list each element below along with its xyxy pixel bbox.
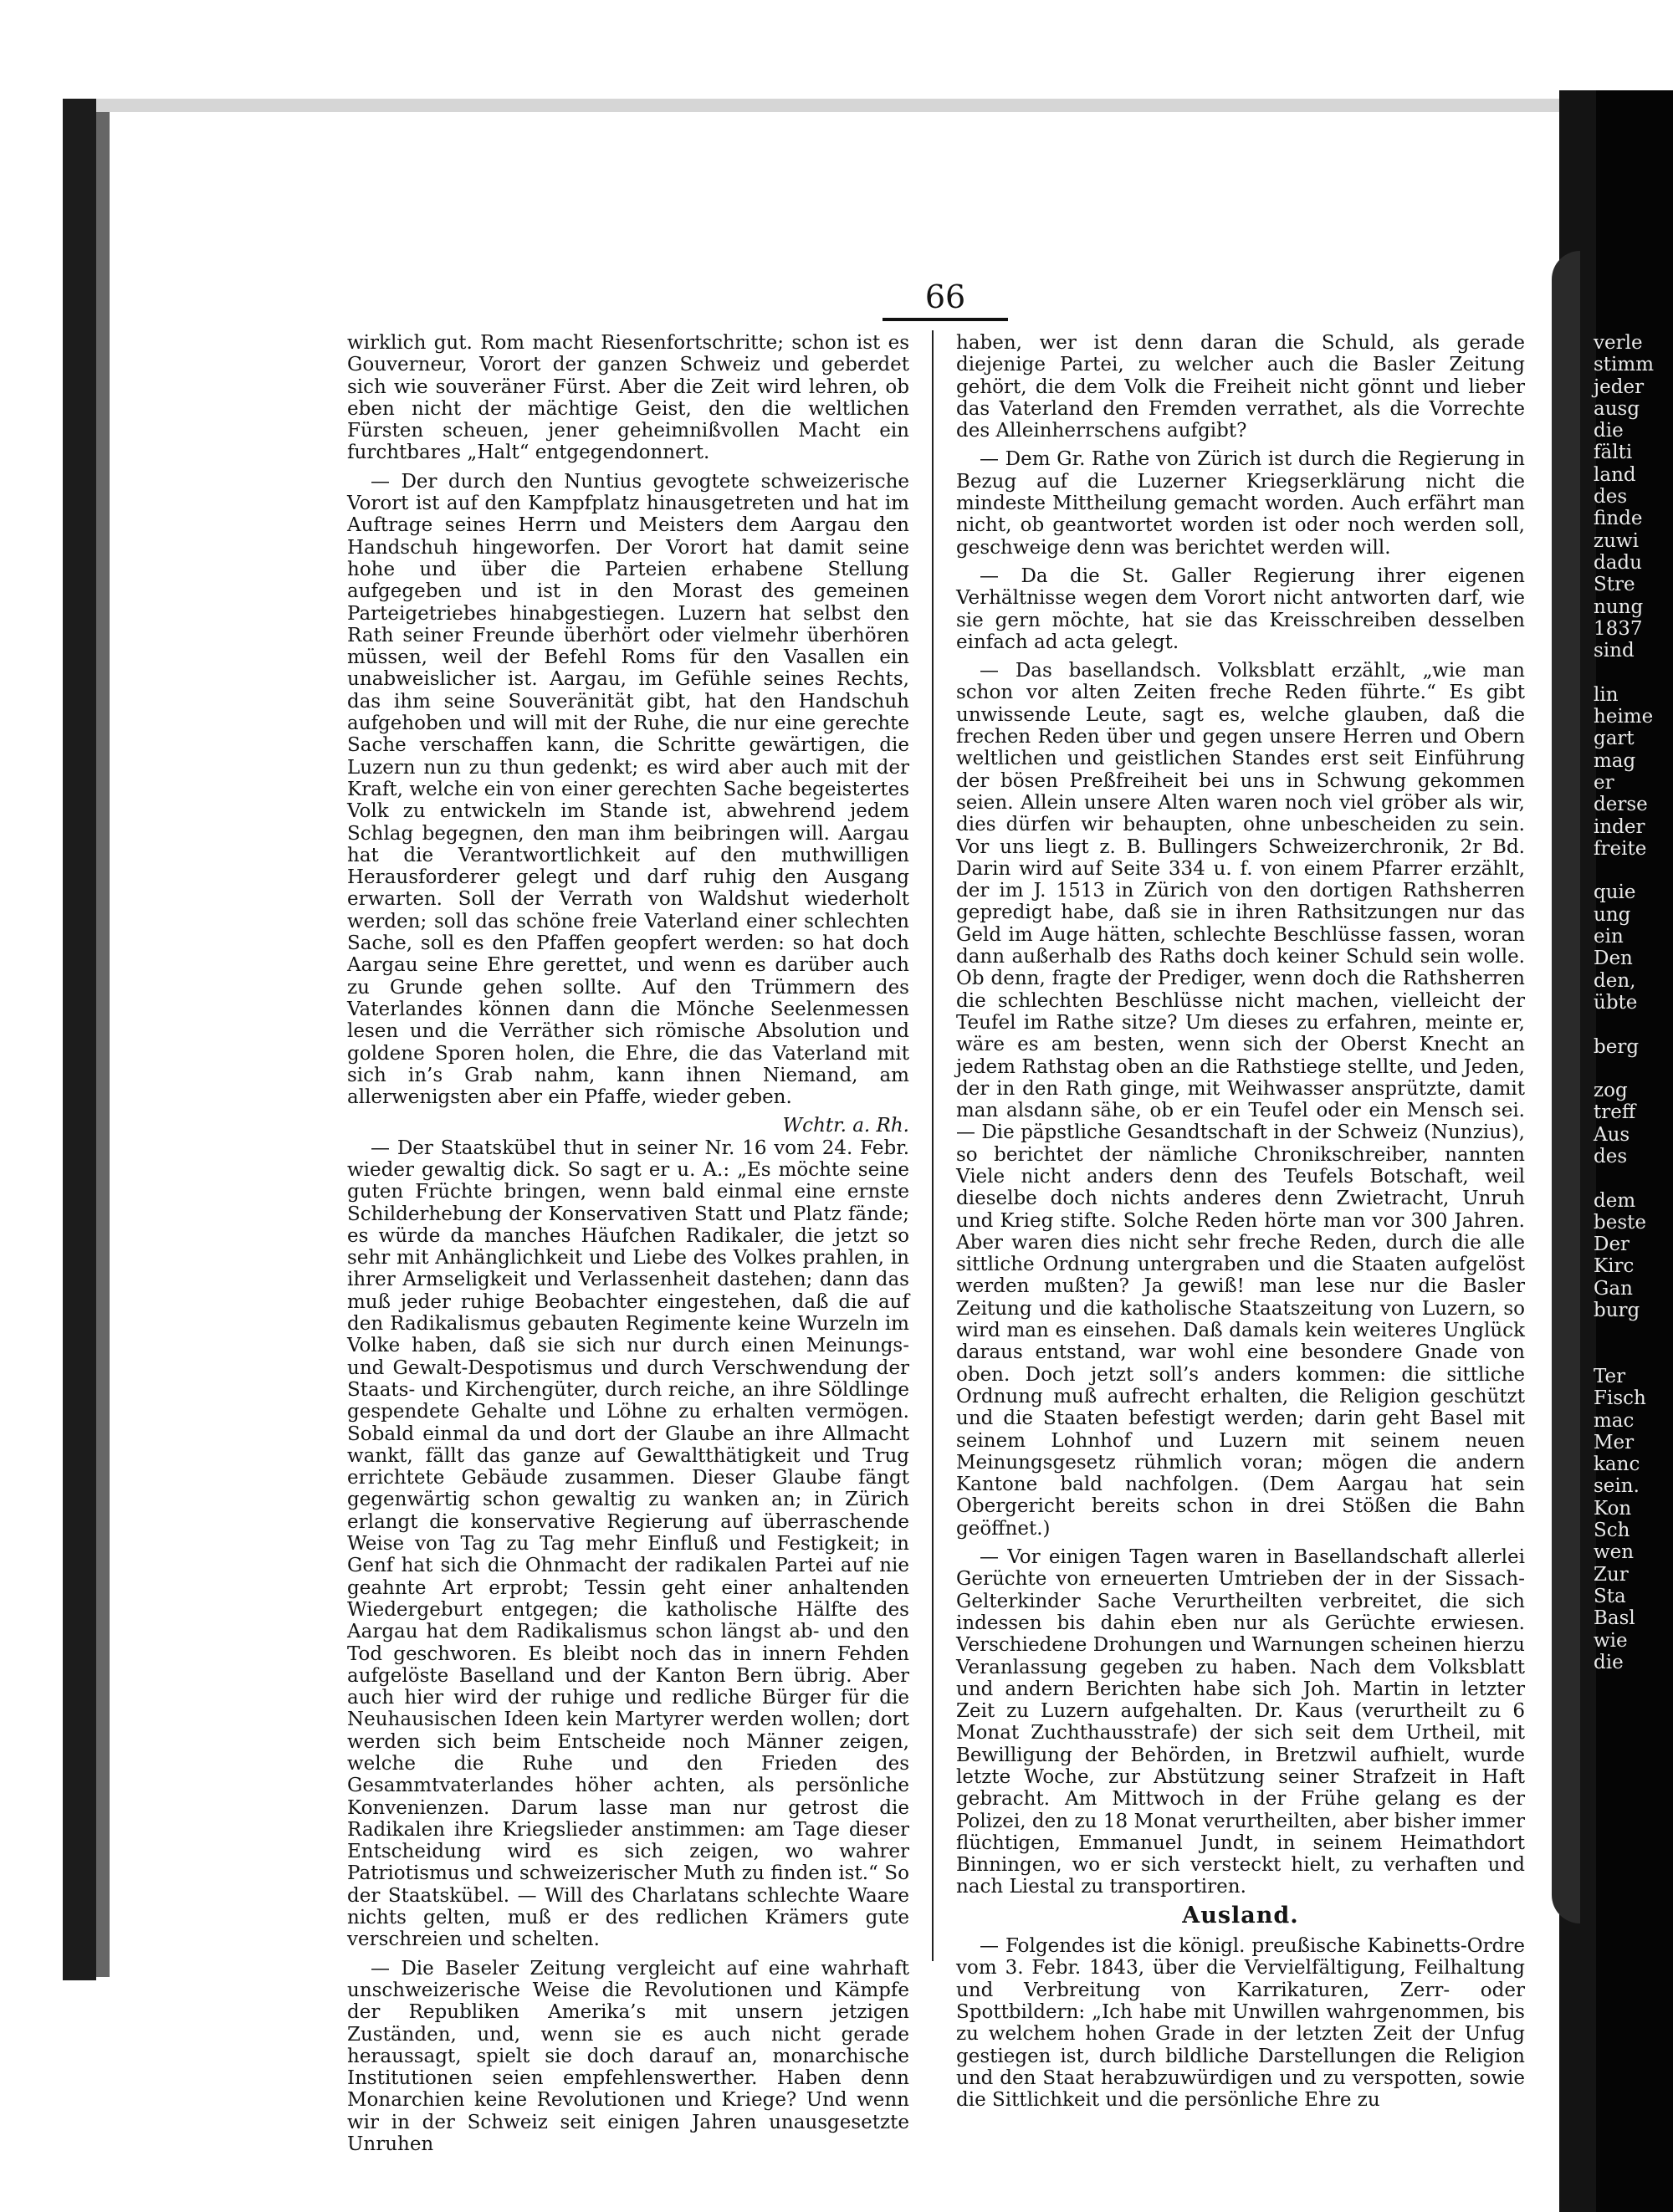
edge-fragment: Aus xyxy=(1594,1123,1630,1146)
edge-fragment: kanc xyxy=(1594,1453,1640,1476)
edge-fragment: verle xyxy=(1594,332,1643,354)
right-column xyxy=(956,332,1525,2112)
edge-fragment: ausg xyxy=(1594,397,1640,420)
edge-fragment: wen xyxy=(1594,1541,1635,1564)
edge-fragment: freite xyxy=(1594,837,1647,860)
scan-border-left xyxy=(63,99,96,1980)
edge-fragment: Den xyxy=(1594,948,1633,970)
edge-fragment: Zur xyxy=(1594,1563,1629,1586)
edge-fragment xyxy=(1594,1344,1652,1366)
edge-fragment: er xyxy=(1594,771,1614,794)
edge-fragment: 1837 xyxy=(1594,617,1643,640)
scan-shadow-left xyxy=(96,112,110,1977)
paragraph: — Folgendes ist die königl. preußische Kabinetts-Ordre vom 3. Febr. 1843, über die Vervielfältigung, Feilhaltung und Verbreitung von Karrikaturen, Zerr- oder Spottbildern: „Ich habe mit Unwillen wahrgenommen, bis zu welchem hohen Grade in der letzten Zeit der Unfug gestiegen ist, durch bildliche Darstellungen die Religion und den Staat herabzuwürdigen und zu verspotten, sowie die Sittlichkeit und die persönliche Ehre zu xyxy=(956,1935,1525,2112)
edge-fragment: die xyxy=(1594,1651,1624,1673)
byline: Wchtr. a. Rh. xyxy=(782,1115,909,1137)
paragraph: — Das basellandsch. Volksblatt erzählt, „wie man schon vor alten Zeiten freche Reden führte.“ Es gibt unwissende Leute, sagt es, welche glauben, daß die frechen Reden über und gegen unsere Herren und Obern weltlichen und geistlichen Standes erst seit Einführung der bösen Preßfreiheit bei uns in Schwung gekommen seien. Allein unsere Alten waren noch viel gröber als wir, dies dürfen wir behaupten, ohne unbescheiden zu sein. Vor uns liegt z. B. Bullingers Schweizerchronik, 2r Bd. Darin wird auf Seite 334 u. f. von einem Pfarrer erzählt, der im J. 1513 in Zürich von den dortigen Rathsherren gepredigt habe, daß sie in ihren Rathsitzungen nur das Geld im Auge hätten, schlechte Beschlüsse fassen, woran dann außerhalb des Raths doch keiner Schuld sein wolle. Ob denn, fragte der Prediger, wenn doch die Rathsherren die schlechten Beschlüsse nicht machen, vielleicht der Teufel im Rathe sitze? Um dieses zu erfahren, meinte er, wäre es am besten, wenn sich der Oberst Knecht an jedem Rathstag oben an die Rathstiege stellte, und Jeden, der in den Rath ginge, mit Weihwasser ansprützte, damit man alsdann sähe, ob er ein Teufel oder ein Mensch sei. — Die päpstliche Gesandtschaft in der Schweiz (Nunzius), so berichtet der nämliche Chronikschreiber, nannten Viele nicht anders denn des Teufels Botschaft, weil dieselbe doch nichts anderes denn Zwietracht, Unruh und Krieg stifte. Solche Reden hörte man vor 300 Jahren. Aber waren dies nicht sehr freche Reden, durch die alle sittliche Ordnung untergraben und die Staaten aufgelöst werden mußten? Ja gewiß! man lese nur die Basler Zeitung und die katholische Staatszeitung von Luzern, so wird man es einsehen. Daß damals kein weiteres Unglück daraus entstand, war wohl eine besondere Gnade von oben. Doch jetzt soll’s anders kommen: die sittliche Ordnung muß aufrecht erhalten, die Religion geschützt und die Staaten befestigt werden; darin geht Basel mit seinem Lohnhof und Luzern mit seinem neuen Meinungsgesetz rühmlich voran; mögen die andern Kantone bald nachfolgen. (Dem Aargau hat sein Obergericht bereits schon in drei Stößen die Bahn geöffnet.) xyxy=(956,660,1525,1540)
edge-fragment: die xyxy=(1594,420,1624,442)
edge-fragment: burg xyxy=(1594,1300,1640,1322)
paragraph: — Dem Gr. Rathe von Zürich ist durch die Regierung in Bezug auf die Luzerner Kriegserklärung nicht die mindeste Mittheilung gemacht worden. Auch erfährt man nicht, ob geantwortet worden ist oder noch werden soll, geschweige denn was berichtet werden will. xyxy=(956,448,1525,559)
edge-fragment: treff xyxy=(1594,1101,1636,1124)
edge-fragment: stimm xyxy=(1594,354,1655,376)
edge-fragment: fälti xyxy=(1594,442,1633,464)
edge-fragment: sein. xyxy=(1594,1475,1640,1498)
edge-fragment: Der xyxy=(1594,1234,1630,1256)
edge-fragment: land xyxy=(1594,463,1636,486)
section-heading: Ausland. xyxy=(1182,1902,1299,1928)
edge-fragment: Gan xyxy=(1594,1277,1633,1300)
edge-fragment: ung xyxy=(1594,903,1631,926)
edge-fragment: berg xyxy=(1594,1035,1640,1058)
edge-fragment: Kirc xyxy=(1594,1255,1635,1278)
left-column xyxy=(347,332,909,2156)
edge-fragment: inder xyxy=(1594,815,1645,838)
edge-fragment: derse xyxy=(1594,794,1648,816)
edge-fragment: den, xyxy=(1594,969,1636,992)
edge-fragment: Fisch xyxy=(1594,1387,1646,1410)
edge-fragment: jeder xyxy=(1594,375,1645,398)
edge-fragment: nung xyxy=(1594,595,1644,618)
column-divider xyxy=(932,330,934,1961)
paragraph: — Die Baseler Zeitung vergleicht auf eine wahrhaft unschweizerische Weise die Revolutionen und Kämpfe der Republiken Amerika’s mit unsern jetzigen Zuständen, und, wenn sie es auch nicht gerade heraussagt, spielt sie doch darauf an, monarchische Institutionen seien empfehlenswerther. Haben denn Monarchien keine Revolutionen und Kriege? Und wenn wir in der Schweiz seit einigen Jahren unausgesetzte Unruhen xyxy=(347,1957,909,2156)
edge-fragment: Ter xyxy=(1594,1365,1626,1387)
edge-fragment: Kon xyxy=(1594,1497,1632,1520)
facing-page-edge-text xyxy=(1594,332,1655,1988)
edge-fragment: Basl xyxy=(1594,1607,1635,1630)
edge-fragment: dem xyxy=(1594,1189,1636,1212)
edge-fragment xyxy=(1594,1014,1652,1035)
edge-fragment: des xyxy=(1594,1145,1628,1167)
header-rule xyxy=(883,318,1008,321)
edge-fragment xyxy=(1594,1058,1652,1080)
edge-fragment: gart xyxy=(1594,728,1635,750)
edge-fragment xyxy=(1594,1321,1652,1343)
edge-fragment: Sch xyxy=(1594,1520,1630,1542)
binding-shadow xyxy=(1552,251,1580,1923)
edge-fragment: wie xyxy=(1594,1629,1628,1652)
edge-fragment: zog xyxy=(1594,1080,1628,1102)
edge-fragment: lin xyxy=(1594,683,1619,706)
paragraph: — Der Staatskübel thut in seiner Nr. 16 vom 24. Febr. wieder gewaltig dick. So sagt er u. A.: „Es möchte seine guten Früchte bringen, wenn bald einmal eine ernste Schilderhebung der Konservativen Statt und Platz fände; es würde da manches Häufchen Radikaler, die jetzt so sehr mit Anhänglichkeit und Liebe des Volkes prahlen, in ihrer Armseligkeit und Verlassenheit dastehen; dann das muß jeder ruhige Beobachter eingestehen, daß die auf den Radikalismus gebauten Regimente keine Wurzeln im Volke haben, daß sie sich nur durch einen Meinungs- und Gewalt-Despotismus und durch Verschwendung der Staats- und Kirchengüter, durch reiche, an ihre Söldlinge gespendete Gehalte und Löhne zu erhalten vermögen. Sobald einmal da und dort der Glaube an ihre Allmacht wankt, fällt das ganze auf Gewaltthätigkeit und Trug errichtete Gebäude zusammen. Dieser Glaube fängt gegenwärtig schon gewaltig zu wanken an; in Zürich erlangt die konservative Regierung auf überraschende Weise von Tag zu Tag mehr Einfluß und Festigkeit; in Genf hat sich die Ohnmacht der radikalen Partei auf nie geahnte Art erprobt; Tessin geht einer anhaltenden Wiedergeburt entgegen; die katholische Hälfte des Aargau hat dem Radikalismus schon längst ab- und den Tod geschworen. Es bleibt noch das in innern Fehden aufgelöste Baselland und der Kanton Bern übrig. Aber auch hier wird der ruhige und redliche Bürger für die Neuhausischen Ideen kein Martyrer werden wollen; dort werden sich beim Entscheide noch Männer zeigen, welche die Ruhe und den Frieden des Gesammtvaterlandes höher achten, als persönliche Konvenienzen. Darum lasse man nur getrost die Radikalen ihre Kriegslieder anstimmen: am Tage dieser Entscheidung wird es sich zeigen, wo wahrer Patriotismus und schweizerischer Muth zu finden ist.“ So der Staatskübel. — Will des Charlatans schlechte Waare nichts gelten, muß er des redlichen Krämers gute verschreien und schelten. xyxy=(347,1137,909,1951)
paragraph: — Der durch den Nuntius gevogtete schweizerische Vorort ist auf den Kampfplatz hinausgetreten und hat im Auftrage seines Herrn und Meisters dem Aargau den Handschuh hingeworfen. Der Vorort hat damit seine hohe und über die Parteien erhabene Stellung aufgegeben und ist in den Morast des gemeinen Parteigetriebes hinabgestiegen. Luzern hat selbst den Rath seiner Freunde überhört oder vielmehr überhören müssen, weil der Befehl Roms für den Vasallen ein unabweislicher ist. Aargau, im Gefühle seines Rechts, das ihm seine Souveränität gibt, hat den Handschuh aufgehoben und will mit der Ruhe, die nur eine gerechte Sache verschaffen kann, die Schritte gewärtigen, die Luzern nun zu thun gedenkt; es wird aber auch mit der Kraft, welche ein von einer gerechten Sache begeistertes Volk zu entwickeln im Stande ist, abwehrend jedem Schlag begegnen, den man ihm beibringen will. Aargau hat die Verantwortlichkeit auf den muthwilligen Herausforderer gelegt und darf ruhig den Ausgang erwarten. Soll der Verrath von Waldshut wiederholt werden; soll das schöne freie Vaterland einer schlechten Sache, soll es den Pfaffen geopfert werden: so hat doch Aargau seine Ehre gerettet, und wenn es darüber auch zu Grunde gehen sollte. Auf den Trümmern des Vaterlandes können dann die Mönche Seelenmessen lesen und die Verräther sich römische Absolution und goldene Sporen holen, die Ehre, die das Vaterland mit sich in’s Grab nahm, kann ihnen Niemand, am allerwenigsten aber ein Pfaffe, wieder geben. xyxy=(347,470,909,1109)
edge-fragment: mac xyxy=(1594,1409,1635,1432)
scan-border-top xyxy=(63,99,1560,112)
paragraph: haben, wer ist denn daran die Schuld, als gerade diejenige Partei, zu welcher auch die Basler Zeitung gehört, die dem Volk die Freiheit nicht gönnt und lieber das Vaterland den Fremden verrathet, als die Vorrechte des Alleinherrschens aufgibt? xyxy=(956,332,1525,442)
edge-fragment xyxy=(1594,1167,1652,1189)
edge-fragment: des xyxy=(1594,486,1628,508)
edge-fragment: finde xyxy=(1594,508,1643,530)
paragraph: — Da die St. Galler Regierung ihrer eigenen Verhältnisse wegen dem Vorort nicht antworten darf, wie sie gern möchte, hat sie das Kreisschreiben desselben einfach ad acta gelegt. xyxy=(956,564,1525,653)
edge-fragment: quie xyxy=(1594,881,1636,904)
edge-fragment: Stre xyxy=(1594,574,1635,596)
edge-fragment: heime xyxy=(1594,706,1654,728)
edge-fragment: Sta xyxy=(1594,1585,1626,1607)
edge-fragment: mag xyxy=(1594,749,1636,772)
edge-fragment xyxy=(1594,662,1652,683)
edge-fragment: sind xyxy=(1594,640,1635,662)
edge-fragment xyxy=(1594,860,1652,881)
edge-fragment: ein xyxy=(1594,926,1624,948)
page-number: 66 xyxy=(924,278,966,315)
edge-fragment: zuwi xyxy=(1594,529,1639,552)
edge-fragment: übte xyxy=(1594,991,1638,1014)
paragraph: — Vor einigen Tagen waren in Basellandschaft allerlei Gerüchte von erneuerten Umtrieben der in der Sissach-Gelterkinder Sache Verurtheilten verbreitet, die sich indessen bis dahin eben nur als Gerüchte erwiesen. Verschiedene Drohungen und Warnungen scheinen hierzu Veranlassung gegeben zu haben. Nach dem Volksblatt und andern Berichten habe sich Joh. Martin in letzter Zeit zu Luzern aufgehalten. Dr. Kaus (verurtheilt zu 6 Monat Zuchthausstrafe) der sich seit dem Urtheil, mit Bewilligung der Behörden, in Bretzwil aufhielt, wurde letzte Woche, zur Abstützung seiner Strafzeit in Haft gebracht. Am Mittwoch in der Frühe gelang es der Polizei, den zu 18 Monat verurtheilten, aber bisher immer flüchtigen, Emmanuel Jundt, in seinem Heimathdort Binningen, wo er sich versteckt hielt, zu verhaften und nach Liestal zu transportiren. xyxy=(956,1546,1525,1898)
edge-fragment: dadu xyxy=(1594,551,1642,574)
edge-fragment: Mer xyxy=(1594,1431,1635,1453)
paragraph: wirklich gut. Rom macht Riesenfortschritte; schon ist es Gouverneur, Vorort der ganzen Schweiz und geberdet sich wie souveräner Fürst. Aber die Zeit wird lehren, ob eben nicht der mächtige Geist, den die weltlichen Fürsten scheuen, jener geheimnißvollen Macht ein furchtbares „Halt“ entgegendonnert. xyxy=(347,332,909,464)
edge-fragment: beste xyxy=(1594,1211,1646,1234)
